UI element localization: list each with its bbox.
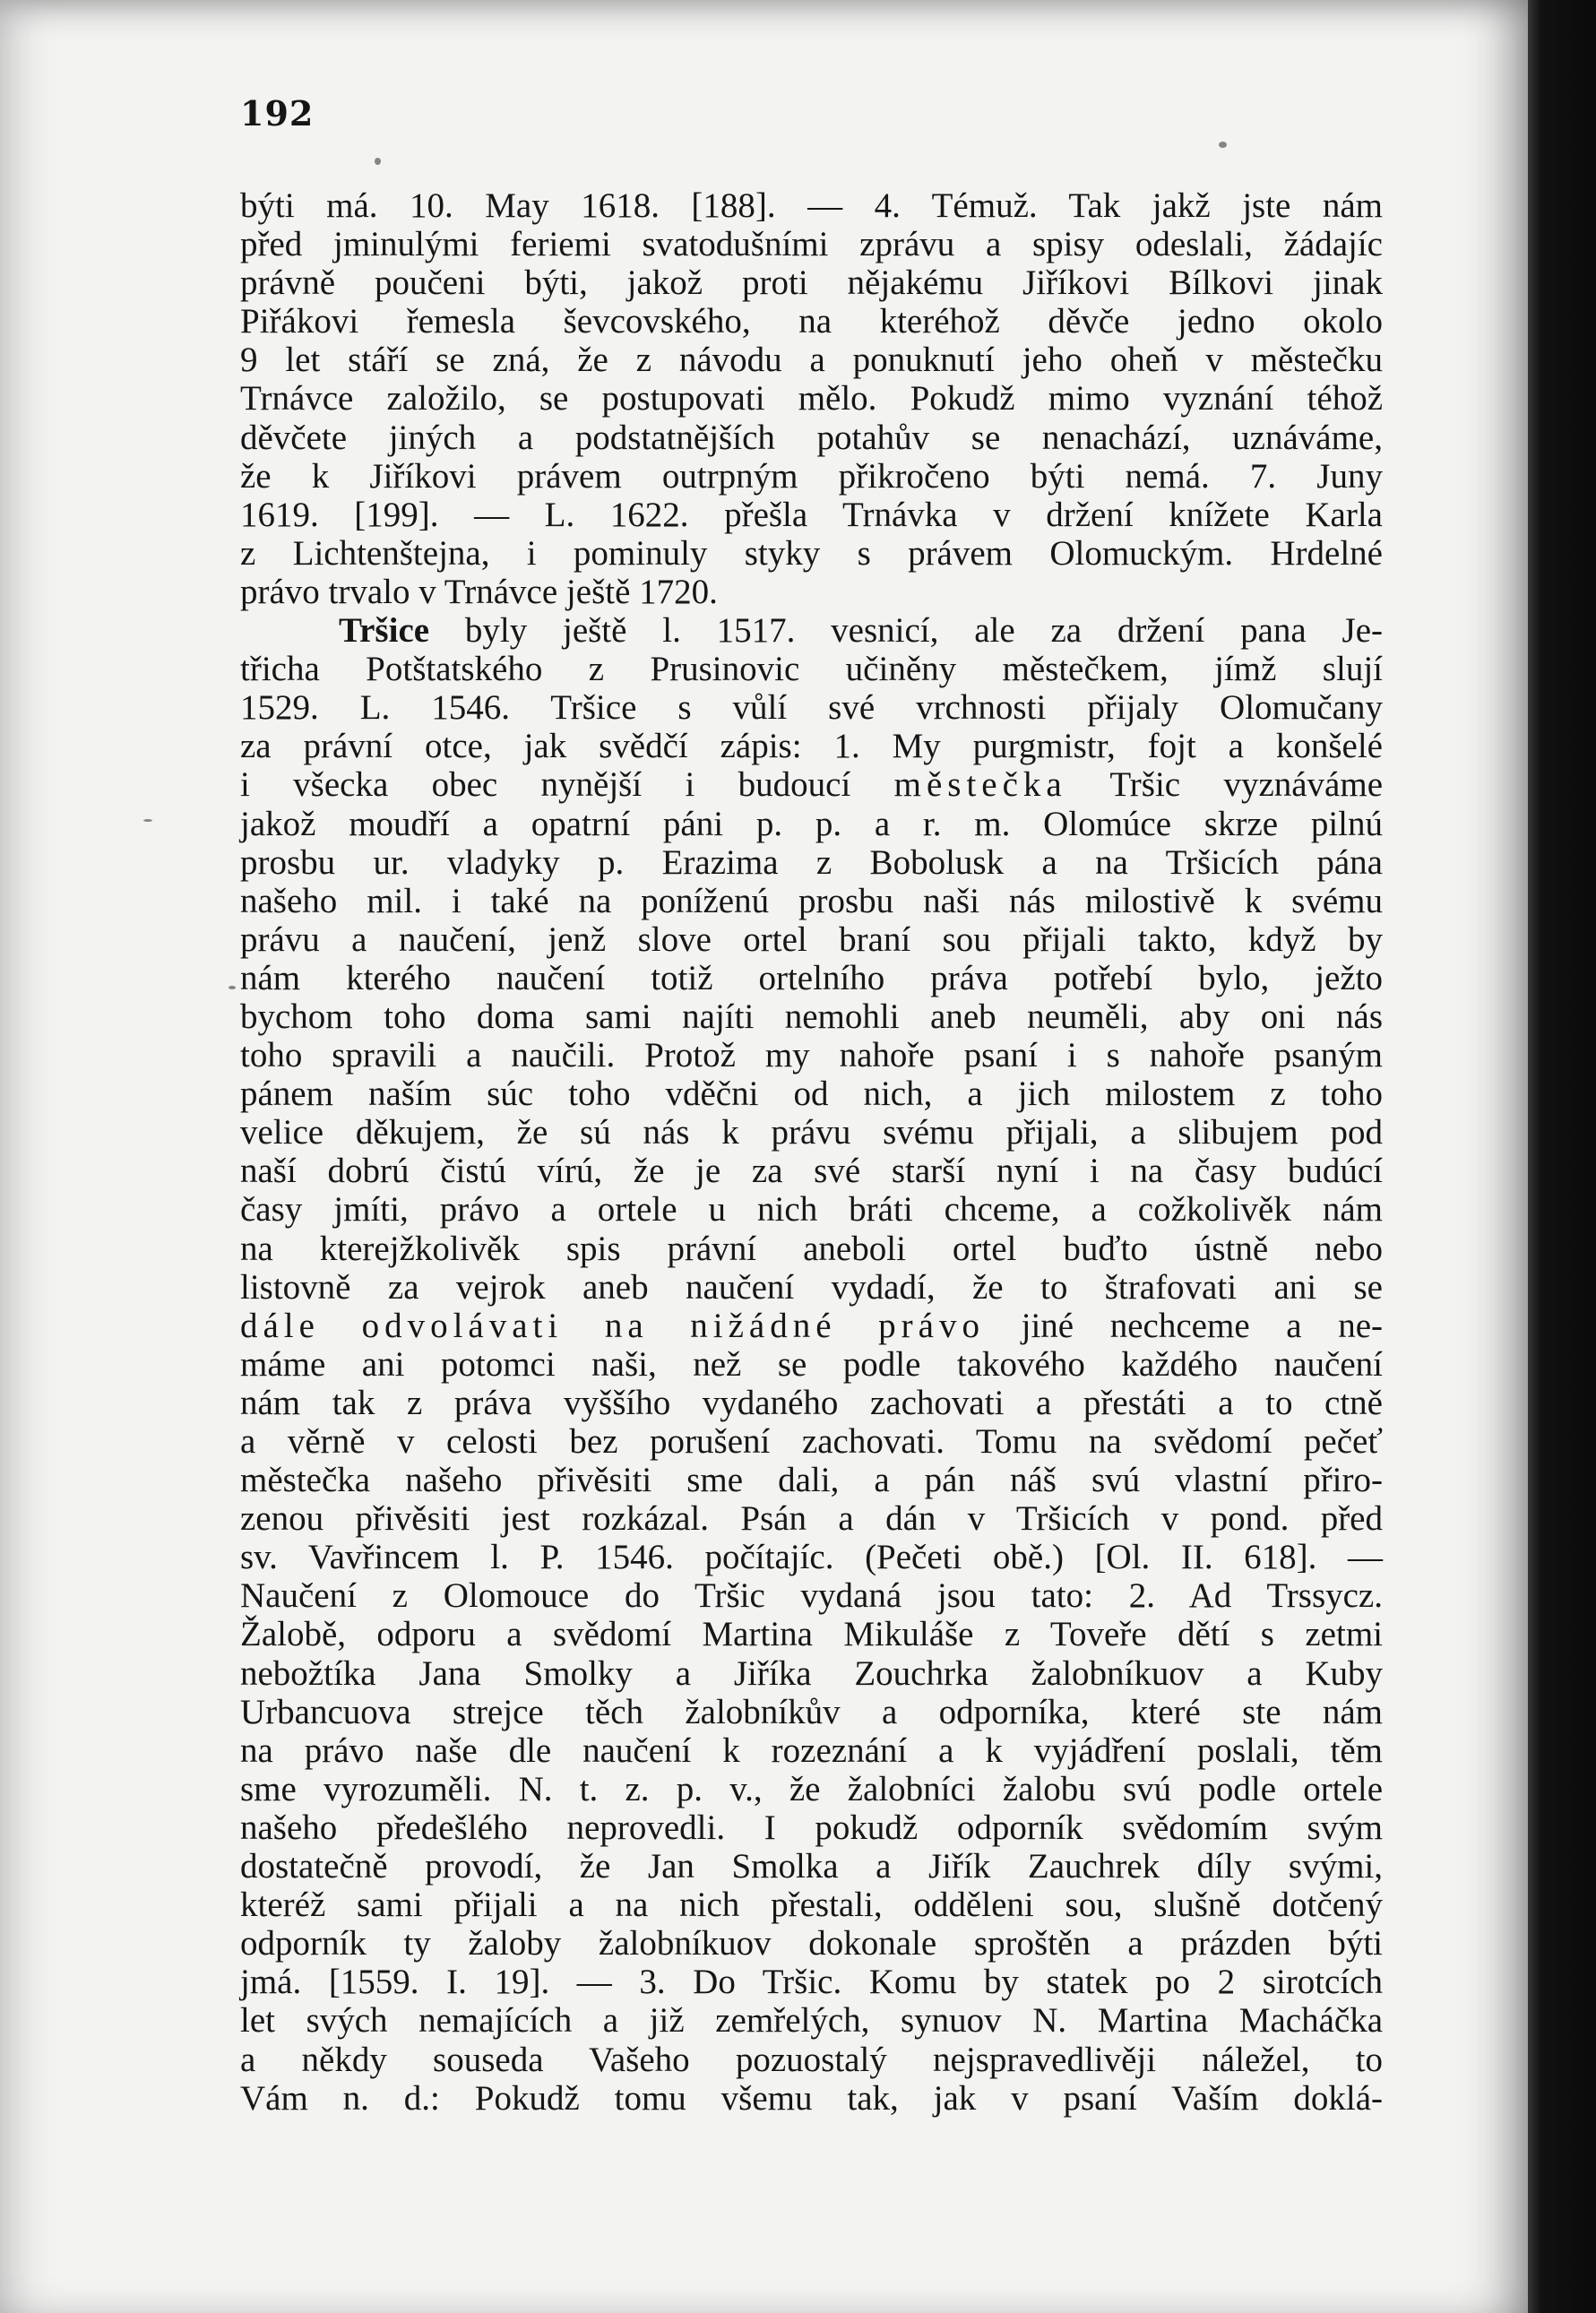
text-line-paragraph-start xyxy=(240,611,1383,650)
text-line: Žalobě, odporu a svědomí Martina Mikuláše z Toveře dětí s zetmi xyxy=(240,1615,1383,1654)
text-line: pánem naším súc toho vděčni od nich, a jich milostem z toho xyxy=(240,1075,1383,1114)
text-fragment: Tršic vyznáváme xyxy=(1109,765,1384,805)
text-line-with-spacing xyxy=(240,765,1383,804)
text-line: že k Jiříkovi právem outrpným přikročeno býti nemá. 7. Juny xyxy=(240,456,1383,496)
text-line: jakož moudří a opatrní páni p. p. a r. m. Olomúce skrze pilnú xyxy=(240,804,1383,843)
text-line: z Lichtenštejna, i pominuly styky s právem Olomuckým. Hrdelné xyxy=(240,533,1383,573)
text-line: městečka našeho přivěsiti sme dali, a pán náš svú vlastní přiro- xyxy=(240,1461,1383,1500)
text-line: za právní otce, jak svědčí zápis: 1. My purgmistr, fojt a konšelé xyxy=(240,727,1383,766)
text-fragment: byly ještě l. 1517. vesnicí, ale za držení pana Je- xyxy=(429,611,1383,651)
text-line: 1619. [199]. — L. 1622. přešla Trnávka v držení knížete Karla xyxy=(240,495,1383,534)
text-line: jmá. [1559. I. 19]. — 3. Do Tršic. Komu by statek po 2 sirotcích xyxy=(240,1963,1383,2002)
text-line: bychom toho doma sami najíti nemohli aneb neuměli, aby oni nás xyxy=(240,997,1383,1036)
scan-speck xyxy=(229,986,236,989)
text-line: prosbu ur. vladyky p. Erazima z Bobolusk a na Tršicích pána xyxy=(240,842,1383,882)
text-line: býti má. 10. May 1618. [188]. — 4. Témuž. Tak jakž jste nám xyxy=(240,186,1383,225)
text-line: právo trvalo v Trnávce ještě 1720. xyxy=(240,572,718,611)
text-line: Urbancuova strejce těch žalobníkův a odporníka, které ste nám xyxy=(240,1692,1383,1731)
scan-speck xyxy=(1219,142,1227,148)
text-fragment: i všecka obec nynější i budoucí xyxy=(240,765,851,805)
text-line: dostatečně provodí, že Jan Smolka a Jiřík Zauchrek díly svými, xyxy=(240,1847,1383,1886)
text-line: sv. Vavřincem l. P. 1546. počítajíc. (Pečeti obě.) [Ol. II. 618]. — xyxy=(240,1538,1383,1577)
text-line: zenou přivěsiti jest rozkázal. Psán a dán v Tršicích v pond. před xyxy=(240,1499,1383,1539)
text-line: děvčete jiných a podstatnějších potahův se nenachází, uznáváme, xyxy=(240,418,1383,457)
text-line: právně poučeni býti, jakož proti nějakému Jiříkovi Bílkovi jinak xyxy=(240,263,1383,303)
text-line: let svých nemajících a již zemřelých, synuov N. Martina Macháčka xyxy=(240,2001,1383,2041)
text-line: toho spravili a naučili. Protož my nahoře psaní i s nahoře psaným xyxy=(240,1036,1383,1075)
text-line: na kterejžkolivěk spis právní aneboli ortel buďto ústně nebo xyxy=(240,1229,1383,1268)
text-line: nám kterého naučení totiž ortelního práva potřebí bylo, ježto xyxy=(240,958,1383,997)
text-line: před jminulými feriemi svatodušními zprávu a spisy odeslali, žádajíc xyxy=(240,225,1383,264)
text-line: Naučení z Olomouce do Tršic vydaná jsou tato: 2. Ad Trssycz. xyxy=(240,1576,1383,1616)
scan-speck xyxy=(143,819,152,822)
spaced-phrase: dále odvolávati na nižádné právo xyxy=(240,1306,985,1345)
text-line: našeho mil. i také na poníženú prosbu naši nás milostivě k svému xyxy=(240,881,1383,920)
text-fragment: jiné nechceme a ne- xyxy=(1021,1306,1383,1345)
text-line: velice děkujem, že sú nás k právu svému přijali, a slibujem pod xyxy=(240,1113,1383,1152)
text-line: Trnávce založilo, se postupovati mělo. Pokudž mimo vyznání téhož xyxy=(240,379,1383,419)
text-line-with-spacing xyxy=(240,1307,1383,1345)
text-line: Vám n. d.: Pokudž tomu všemu tak, jak v psaní Vaším doklá- xyxy=(240,2078,1383,2118)
body-text xyxy=(240,186,1383,2118)
text-line: třicha Potštatského z Prusinovic učiněny městečkem, jímž slují xyxy=(240,650,1383,689)
text-line: na právo naše dle naučení k rozeznání a k vyjádření poslali, těm xyxy=(240,1730,1383,1770)
text-line: kteréž sami přijali a na nich přestali, odděleni sou, slušně dotčený xyxy=(240,1886,1383,1925)
lead-word: Tršice xyxy=(339,611,430,651)
page-number: 192 xyxy=(240,93,315,134)
scan-speck xyxy=(375,158,381,165)
text-line: právu a naučení, jenž slove ortel braní sou přijali takto, když by xyxy=(240,919,1383,959)
text-line: nebožtíka Jana Smolky a Jiříka Zouchrka žalobníkuov a Kuby xyxy=(240,1653,1383,1693)
text-line: 9 let stáří se zná, že z návodu a ponuknutí jeho oheň v městečku xyxy=(240,341,1383,380)
text-line: 1529. L. 1546. Tršice s vůlí své vrchnosti přijaly Olomučany xyxy=(240,688,1383,728)
text-line: a věrně v celosti bez porušení zachovati. Tomu na svědomí pečeť xyxy=(240,1422,1383,1461)
text-line: a někdy souseda Vašeho pozuostalý nejspravedlivěji náležel, to xyxy=(240,2040,1383,2079)
text-line: listovně za vejrok aneb naučení vydadí, že to štrafovati ani se xyxy=(240,1267,1383,1307)
text-line: nám tak z práva vyššího vydaného zachovati a přestáti a to ctně xyxy=(240,1383,1383,1422)
text-line: Piřákovi řemesla ševcovského, na kteréhož děvče jedno okolo xyxy=(240,302,1383,341)
text-line: máme ani potomci naši, než se podle takového každého naučení xyxy=(240,1344,1383,1384)
text-line: sme vyrozuměli. N. t. z. p. v., že žalobníci žalobu svú podle ortele xyxy=(240,1769,1383,1808)
text-line: odporník ty žaloby žalobníkuov dokonale sproštěn a prázden býti xyxy=(240,1924,1383,1963)
spaced-word: městečka xyxy=(893,765,1067,805)
text-line: naší dobrú čistú vírú, že je za své starší nyní i na časy budúcí xyxy=(240,1152,1383,1191)
text-line: našeho předešlého neprovedli. I pokudž odporník svědomím svým xyxy=(240,1808,1383,1847)
text-line: časy jmíti, právo a ortele u nich bráti chceme, a cožkolivěk nám xyxy=(240,1190,1383,1230)
